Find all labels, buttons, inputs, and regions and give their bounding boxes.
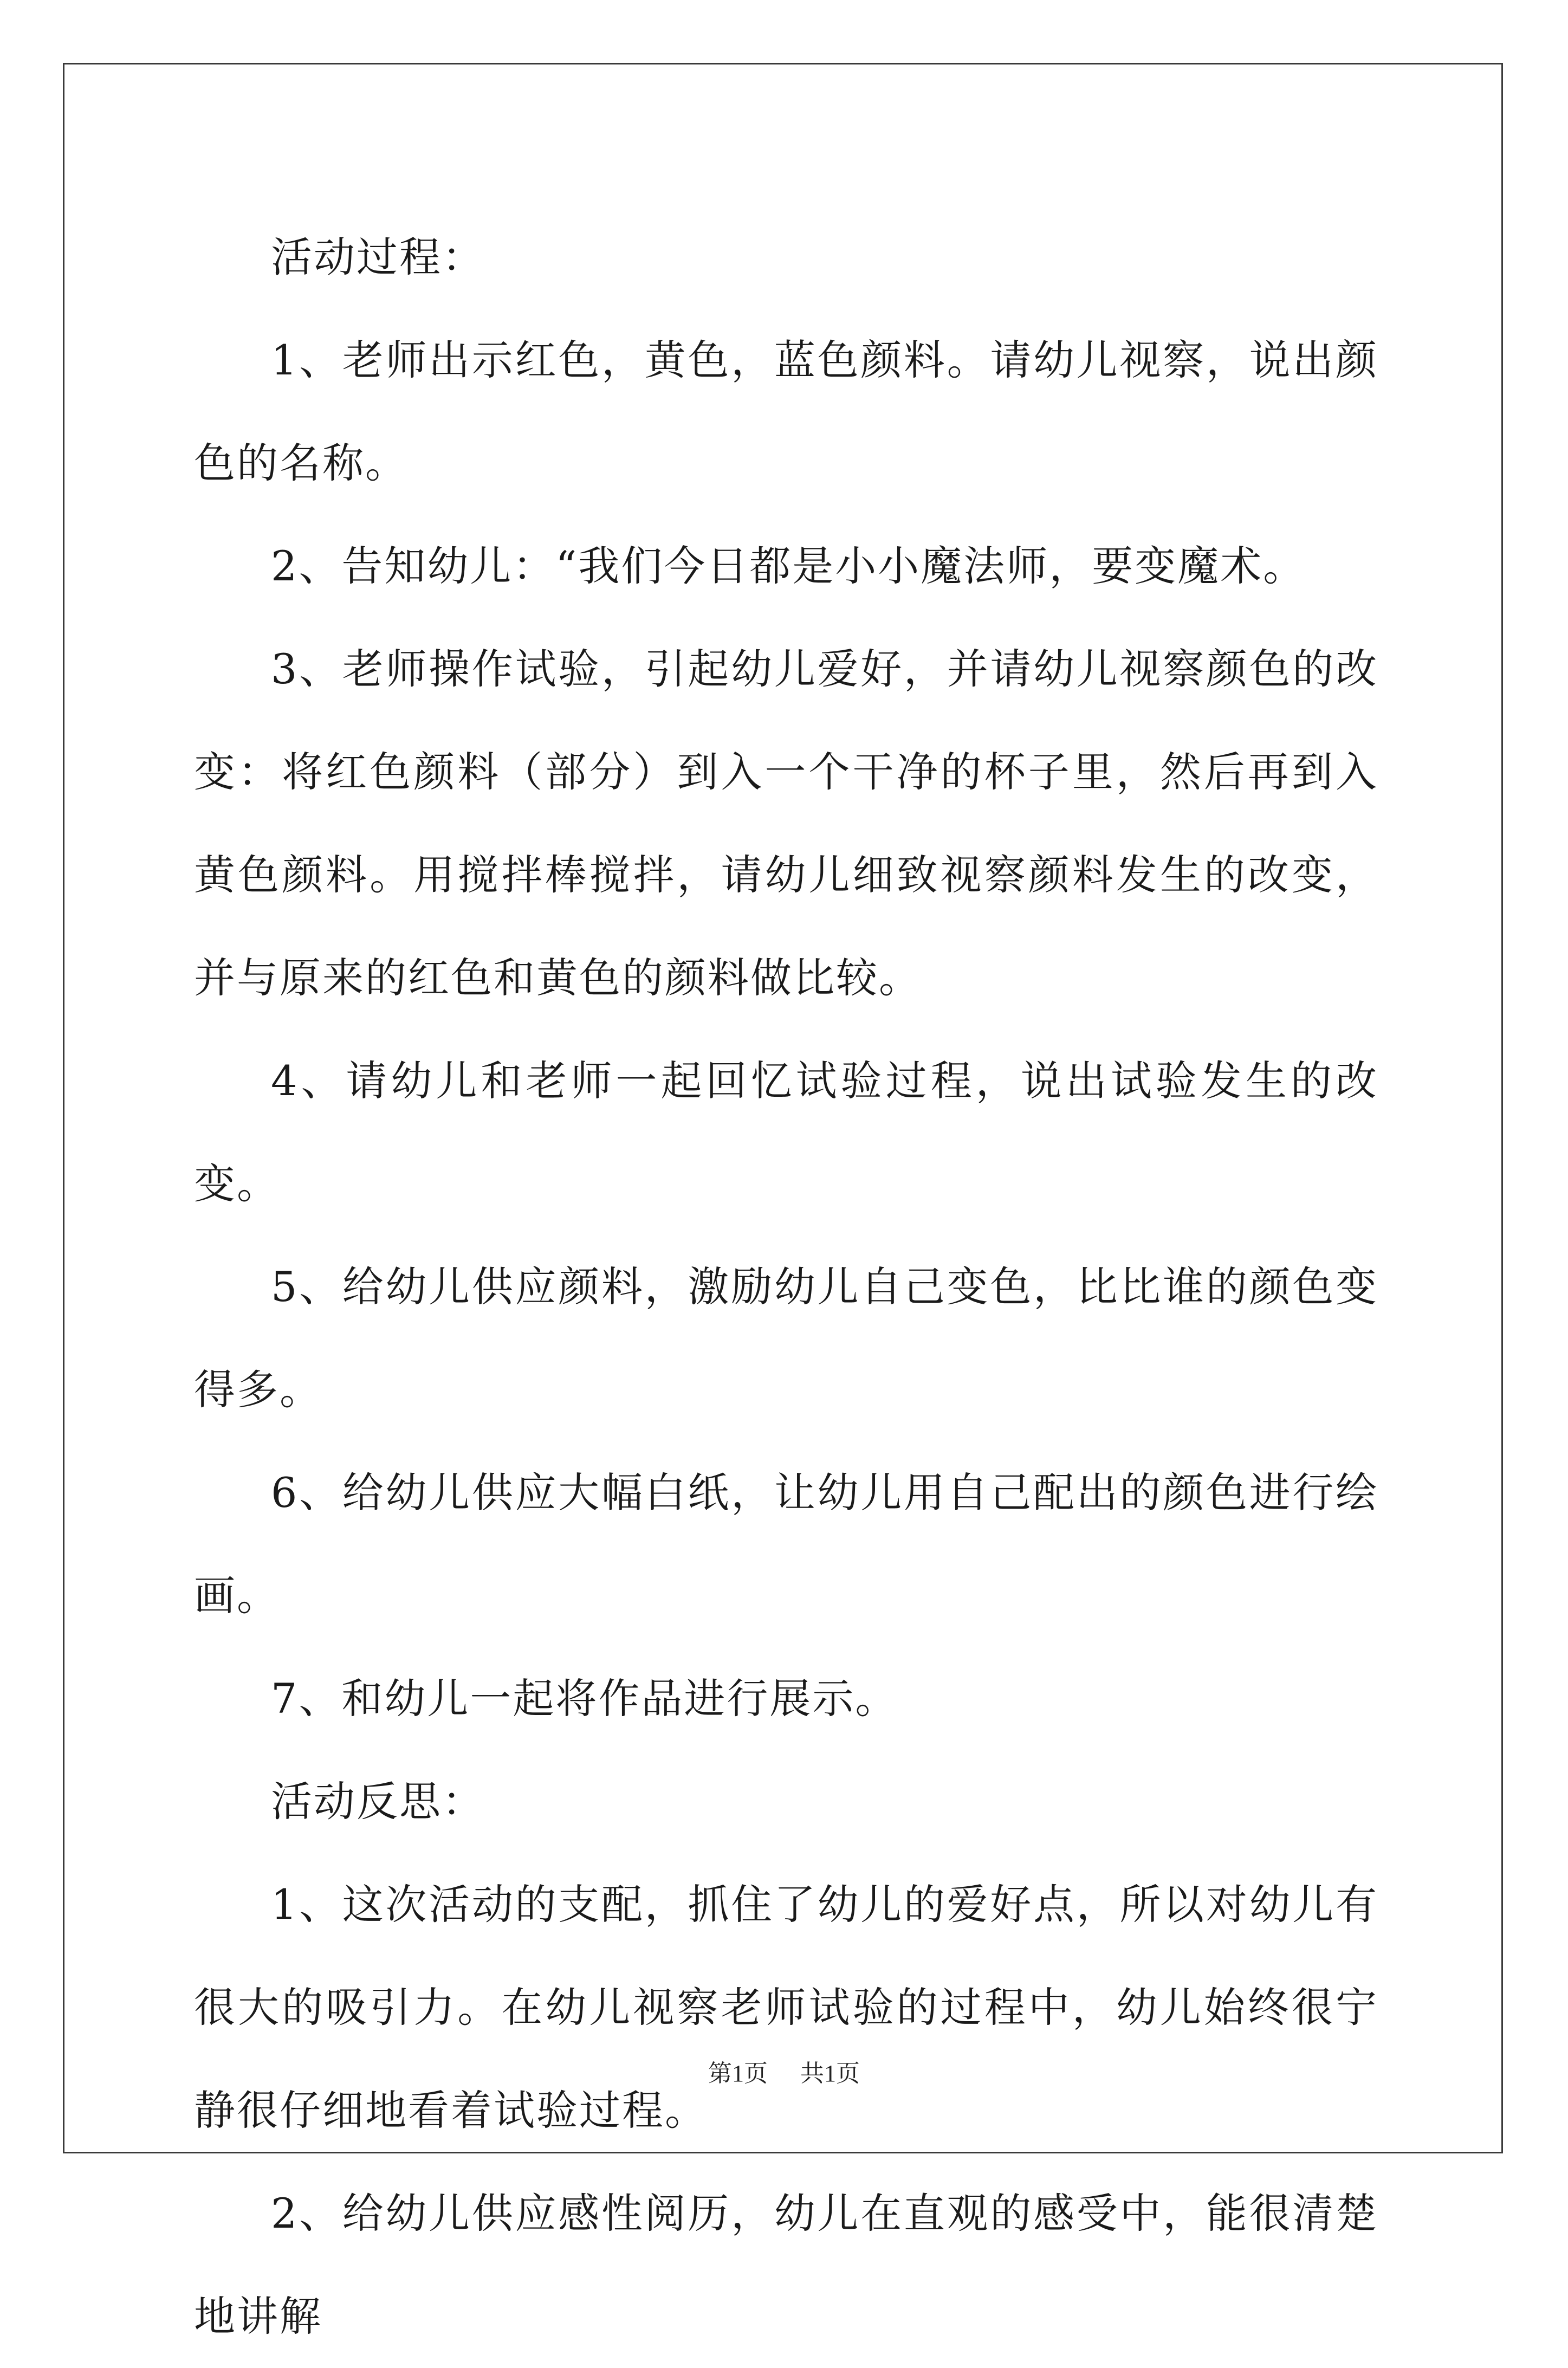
process-step-6: 6、给幼儿供应大幅白纸，让幼儿用自己配出的颜色进行绘画。	[194, 1468, 1378, 1620]
process-step-4: 4、请幼儿和老师一起回忆试验过程，说出试验发生的改变。	[194, 1057, 1378, 1208]
page-footer	[0, 2054, 1568, 2088]
process-step-7: 7、和幼儿一起将作品进行展示。	[271, 1674, 898, 1723]
page-number-total: 共1页	[800, 2060, 860, 2087]
document-body	[194, 206, 1378, 2368]
reflection-point-1: 1、这次活动的支配，抓住了幼儿的爱好点，所以对幼儿有很大的吸引力。在幼儿视察老师试验的过程中，幼儿始终很宁静很仔细地看着试验过程。	[194, 1880, 1378, 2134]
process-step-1: 1、老师出示红色，黄色，蓝色颜料。请幼儿视察，说出颜色的名称。	[194, 336, 1378, 487]
process-step-2: 2、告知幼儿：“我们今日都是小小魔法师，要变魔术。	[271, 542, 1306, 590]
section-heading-reflection: 活动反思：	[271, 1777, 485, 1826]
page-number-current: 第1页	[708, 2060, 768, 2087]
process-step-3: 3、老师操作试验，引起幼儿爱好，并请幼儿视察颜色的改变：将红色颜料（部分）到入一个干净的杯子里，然后再到入黄色颜料。用搅拌棒搅拌，请幼儿细致视察颜料发生的改变，并与原来的红色和黄色的颜料做比较。	[194, 645, 1378, 1002]
section-heading-process: 活动过程：	[271, 233, 485, 281]
process-step-5: 5、给幼儿供应颜料，激励幼儿自己变色，比比谁的颜色变得多。	[194, 1263, 1378, 1414]
reflection-point-2: 2、给幼儿供应感性阅历，幼儿在直观的感受中，能很清楚地讲解	[194, 2189, 1378, 2340]
